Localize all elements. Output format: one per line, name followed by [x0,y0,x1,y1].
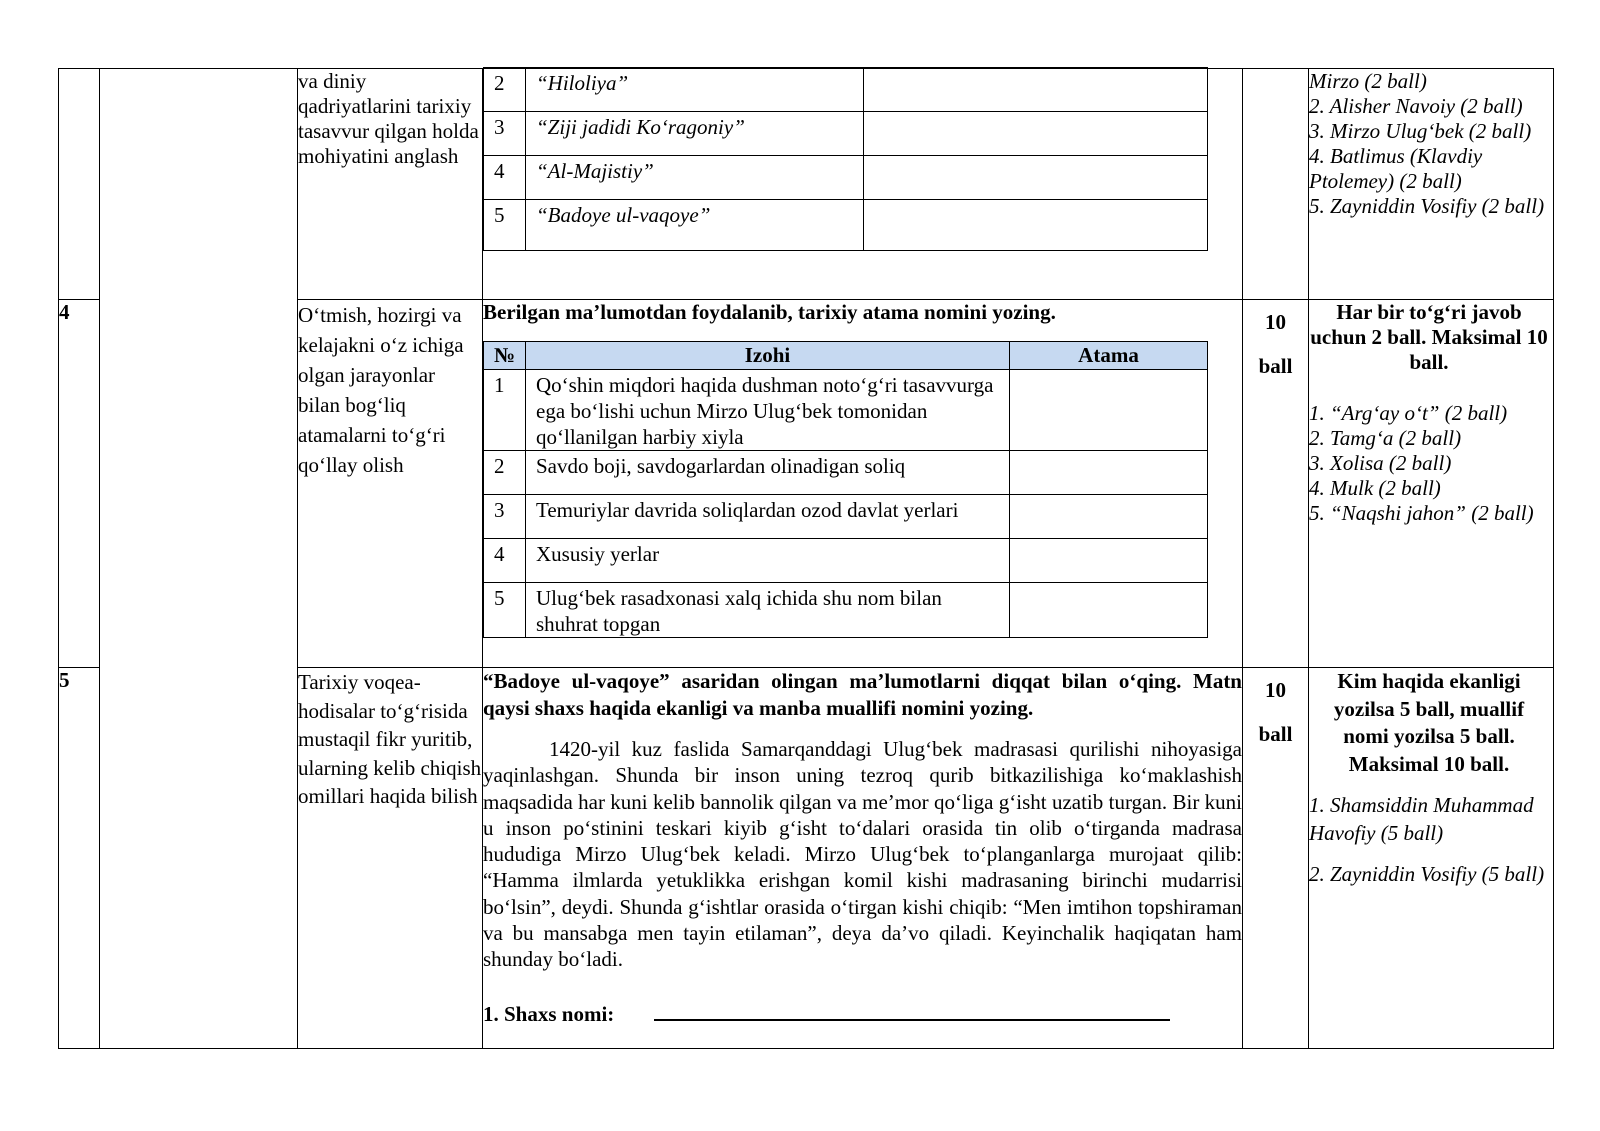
answer-item: 4. Batlimus (Klavdiy Ptolemey) (2 ball) [1309,144,1483,193]
answers-cell [1309,668,1554,1049]
inner-row-izohi: Temuriylar davrida soliqlardan ozod davlat yerlari [526,495,1010,539]
table-row [484,112,1208,156]
table-row [484,200,1208,251]
scoring-rule: Har bir to‘g‘ri javob uchun 2 ball. Maksimal 10 ball. [1310,300,1548,374]
ball-unit: ball [1258,722,1293,746]
row-number: 4 [59,300,100,668]
answers-cell [1309,69,1554,300]
ball-cell [1243,300,1309,668]
inner-row-atama[interactable] [864,68,1208,112]
inner-row-number: 3 [484,495,526,539]
inner-row-number: 2 [484,68,526,112]
answer-item: 2. Zayniddin Vosifiy (5 ball) [1309,862,1545,886]
inner-row-atama[interactable] [1010,451,1208,495]
inner-row-atama[interactable] [864,200,1208,251]
answer-line-label: 1. Shaxs nomi: [483,1001,615,1026]
inner-table-header [484,342,1208,370]
answer-item: 3. Xolisa (2 ball) [1309,451,1452,475]
answers-cell [1309,300,1554,668]
answer-blank-line[interactable] [654,1001,1170,1021]
table-row [484,495,1208,539]
answer-line [483,1001,1242,1027]
table-row [59,69,1554,300]
answer-item: 1. “Arg‘ay o‘t” (2 ball) [1309,401,1508,425]
source-passage: 1420-yil kuz faslida Samarqanddagi Ulug‘bek madrasasi qurilishi nihoyasiga yaqinlashgan. Shunda bir inson uning tezroq qurib bitkazilishiga ko‘maklashish maqsadida har kuni kelib bannolik qilgan va me’mor qo‘liga g‘isht uzatib turgan. Bir kuni u inson po‘stinini teskari kiyib g‘isht to‘dalari orasida tin olib o‘tirganda madrasa hududiga Mirzo Ulug‘bek keladi. Mirzo Ulug‘bek to‘planganlarga murojaat qilib: “Hamma ilmlarda yetuklikka erishgan komil kishi madrasaning birinchi mudarrisi bo‘lsin”, deydi. Shunda g‘ishtlar orasida o‘tirgan kishi chiqib: “Men imtihon topshiraman va bu mansabga men tayin etilaman”, deya da’vo qiladi. Keyinchalik haqiqatan ham shunday bo‘ladi. [483,737,1242,972]
answer-item: Mirzo (2 ball) [1309,69,1427,93]
inner-row-atama[interactable] [1010,539,1208,583]
inner-row-number: 5 [484,200,526,251]
ball-value: 10 [1265,678,1286,702]
inner-row-izohi: “Badoye ul-vaqoye” [526,200,864,251]
header-atama: Atama [1010,342,1208,370]
competence-text: O‘tmish, hozirgi va kelajakni o‘z ichiga olgan jarayonlar bilan bog‘liq atamalarni to‘g‘ri qo‘llay olish [298,300,483,668]
answer-item: 2. Alisher Navoiy (2 ball) [1309,94,1523,118]
inner-row-izohi: Qo‘shin miqdori haqida dushman noto‘g‘ri tasavvurga ega bo‘lishi uchun Mirzo Ulug‘bek tomonidan qo‘llanilgan harbiy xiyla [526,370,1010,451]
task-cell [483,69,1243,300]
inner-table [483,341,1208,638]
answer-item: 1. Shamsiddin Muhammad Havofiy (5 ball) [1309,793,1534,845]
inner-row-izohi: “Ziji jadidi Ko‘ragoniy” [526,112,864,156]
inner-row-izohi: Xususiy yerlar [526,539,1010,583]
ball-cell [1243,69,1309,300]
answer-item: 4. Mulk (2 ball) [1309,476,1441,500]
table-row [484,539,1208,583]
competence-text: va diniy qadriyatlarini tarixiy tasavvur qilgan holda mohiyatini anglash [298,69,483,300]
table-row [484,583,1208,638]
row-number [59,69,100,300]
ball-unit: ball [1258,354,1293,378]
competence-text: Tarixiy voqea-hodisalar to‘g‘risida mustaqil fikr yuritib, ularning kelib chiqish omillari haqida bilish [298,668,483,1049]
inner-row-number: 2 [484,451,526,495]
row-number: 5 [59,668,100,1049]
inner-row-atama[interactable] [1010,583,1208,638]
inner-row-izohi: “Hiloliya” [526,68,864,112]
answer-item: 2. Tamg‘a (2 ball) [1309,426,1462,450]
scoring-rule: Kim haqida ekanligi yozilsa 5 ball, muallif nomi yozilsa 5 ball. Maksimal 10 ball. [1333,669,1525,776]
task-cell [483,668,1243,1049]
task-title: “Badoye ul-vaqoye” asaridan olingan ma’lumotlarni diqqat bilan o‘qing. Matn qaysi shaxs haqida ekanligi va manba muallifi nomini yozing. [483,669,1242,720]
inner-row-izohi: Savdo boji, savdogarlardan olinadigan soliq [526,451,1010,495]
header-number: № [484,342,526,370]
answer-item: 5. “Naqshi jahon” (2 ball) [1309,501,1534,525]
inner-row-number: 5 [484,583,526,638]
task-title: Berilgan ma’lumotdan foydalanib, tarixiy atama nomini yozing. [483,300,1056,324]
inner-row-atama[interactable] [864,156,1208,200]
inner-row-atama[interactable] [1010,370,1208,451]
inner-row-atama[interactable] [864,112,1208,156]
inner-row-number: 3 [484,112,526,156]
table-row [484,68,1208,112]
header-izohi: Izohi [526,342,1010,370]
inner-row-izohi: Ulug‘bek rasadxonasi xalq ichida shu nom bilan shuhrat topgan [526,583,1010,638]
table-row [484,451,1208,495]
inner-row-atama[interactable] [1010,495,1208,539]
inner-row-izohi: “Al-Majistiy” [526,156,864,200]
task-cell [483,300,1243,668]
table-row [484,370,1208,451]
answer-item: 3. Mirzo Ulug‘bek (2 ball) [1309,119,1532,143]
inner-row-number: 4 [484,539,526,583]
topic-column-empty [100,69,298,1049]
table-row [484,156,1208,200]
inner-table [483,67,1208,251]
answer-item: 5. Zayniddin Vosifiy (2 ball) [1309,194,1545,218]
assessment-table [58,68,1554,1049]
inner-row-number: 1 [484,370,526,451]
ball-cell [1243,668,1309,1049]
ball-value: 10 [1265,310,1286,334]
inner-row-number: 4 [484,156,526,200]
